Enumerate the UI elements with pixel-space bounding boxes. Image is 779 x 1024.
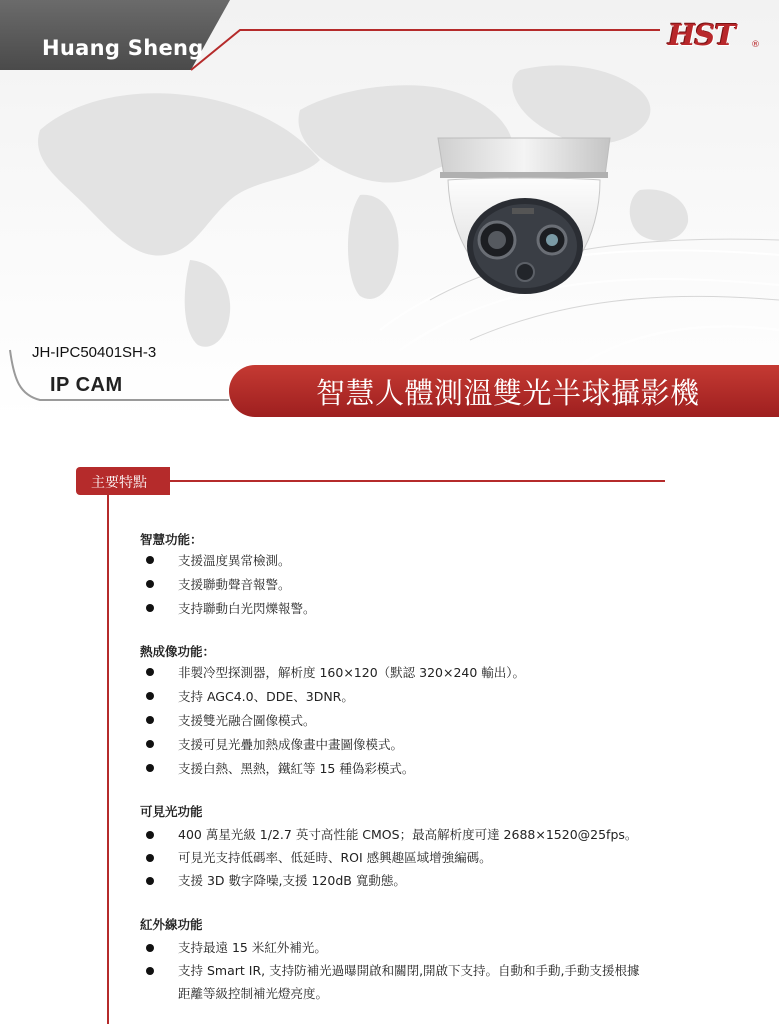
bullet-icon <box>146 967 154 975</box>
feature-item: 支援溫度異常檢測。 <box>178 553 291 568</box>
bullet-icon <box>146 556 154 564</box>
product-title: 智慧人體測溫雙光半球攝影機 <box>316 376 700 410</box>
bullet-icon <box>146 740 154 748</box>
group-title: 紅外線功能 <box>140 917 203 932</box>
feature-item-continued: 距離等級控制補光燈亮度。 <box>178 986 329 1001</box>
group-title: 智慧功能： <box>140 532 203 547</box>
bullet-icon <box>146 716 154 724</box>
feature-item: 非製冷型探測器，解析度 160×120（默認 320×240 輸出）。 <box>178 665 526 680</box>
bullet-icon <box>146 764 154 772</box>
bullet-icon <box>146 831 154 839</box>
group-title: 可見光功能 <box>140 804 203 819</box>
feature-item: 支持 Smart IR, 支持防補光過曝開啟和關閉,開啟下支持。自動和手動,手動支援根據 <box>178 963 640 978</box>
feature-item: 支持聯動白光閃爍報警。 <box>178 601 316 616</box>
bullet-icon <box>146 580 154 588</box>
feature-item: 400 萬星光級 1/2.7 英寸高性能 CMOS；最高解析度可達 2688×1520@25fps。 <box>178 827 638 842</box>
feature-item: 支援雙光融合圖像模式。 <box>178 713 316 728</box>
group-title: 熱成像功能： <box>140 644 216 659</box>
camera-image <box>430 128 630 298</box>
section-rule <box>170 480 665 482</box>
bullet-icon <box>146 692 154 700</box>
bullet-icon <box>146 604 154 612</box>
feature-item: 支持 AGC4.0、DDE、3DNR。 <box>178 689 354 704</box>
bullet-icon <box>146 668 154 676</box>
brand-name: Huang Sheng <box>42 36 204 60</box>
feature-item: 支援 3D 數字降噪,支援 120dB 寬動態。 <box>178 873 406 888</box>
bullet-icon <box>146 877 154 885</box>
section-label: 主要特點 <box>91 475 147 491</box>
registered-mark: ® <box>751 40 760 50</box>
product-category: IP CAM <box>50 374 123 396</box>
model-number: JH-IPC50401SH-3 <box>32 344 157 361</box>
feature-item: 支援白熱、黑熱，鐵紅等 15 種偽彩模式。 <box>178 761 415 776</box>
bullet-icon <box>146 854 154 862</box>
section-vertical-rule <box>107 495 109 1024</box>
feature-item: 支持最遠 15 米紅外補光。 <box>178 940 327 955</box>
feature-item: 支援聯動聲音報警。 <box>178 577 291 592</box>
bullet-icon <box>146 944 154 952</box>
hst-logo: HST <box>668 18 735 52</box>
hero-banner <box>0 0 779 420</box>
feature-item: 支援可見光疊加熱成像畫中畫圖像模式。 <box>178 737 404 752</box>
feature-item: 可見光支持低碼率、低延時、ROI 感興趣區域增強編碼。 <box>178 850 492 865</box>
